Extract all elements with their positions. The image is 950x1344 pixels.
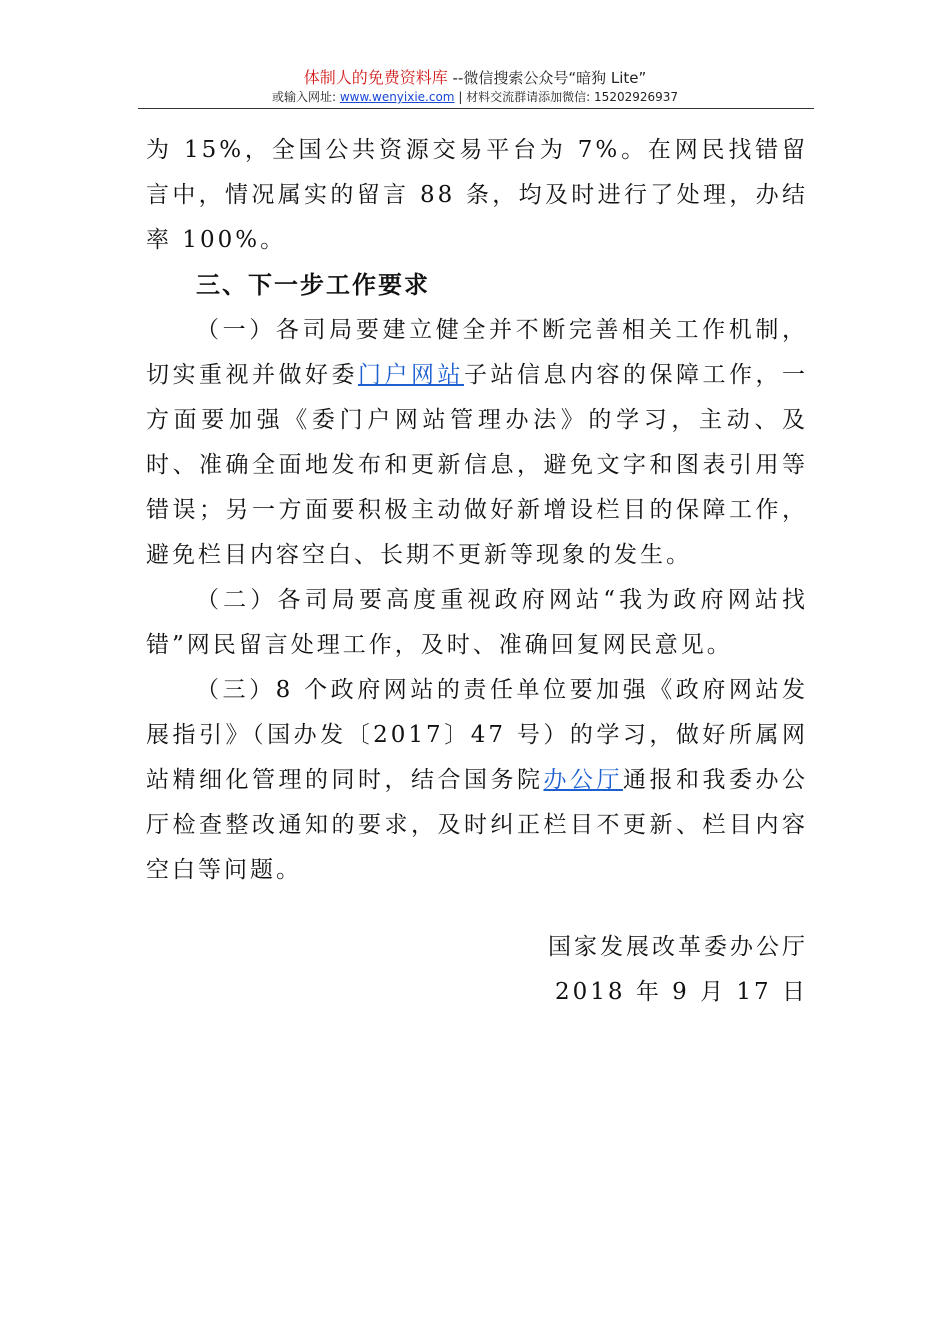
portal-website-link[interactable]: 门户网站: [358, 362, 464, 388]
paragraph-3: [146, 668, 808, 893]
brand-name: 体制人的免费资料库: [303, 68, 448, 87]
signature-block: [146, 925, 808, 1015]
website-link[interactable]: www.wenyixie.com: [339, 90, 455, 104]
header-title-line: [0, 68, 950, 88]
general-office-link[interactable]: 办公厅: [543, 767, 623, 793]
signature-date: 2018 年 9 月 17 日: [555, 979, 808, 1005]
document-body: [146, 128, 808, 1015]
paragraph-3-text-b: 通报和我委办公厅检查整改通知的要求，及时纠正栏目不更新、栏目内容空白等问题。: [146, 767, 808, 883]
paragraph-1: [146, 308, 808, 578]
url-prefix: 或输入网址:: [271, 90, 337, 104]
signature-org: 国家发展改革委办公厅: [548, 934, 808, 960]
section-heading: 三、下一步工作要求: [196, 271, 430, 299]
wechat-note: --微信搜索公众号“暗狗 Lite”: [452, 69, 647, 87]
paragraph-continued: 为 15%，全国公共资源交易平台为 7%。在网民找错留言中，情况属实的留言 88 条，均及时进行了处理，办结率 100%。: [146, 137, 808, 253]
paragraph-3-text-a: （三）8 个政府网站的责任单位要加强《政府网站发展指引》（国办发〔2017〕47 号）的学习，做好所属网站精细化管理的同时，结合国务院: [146, 677, 808, 793]
paragraph-1-text-b: 子站信息内容的保障工作，一方面要加强《委门户网站管理办法》的学习，主动、及时、准确全面地发布和更新信息，避免文字和图表引用等错误；另一方面要积极主动做好新增设栏目的保障工作，避免栏目内容空白、长期不更新等现象的发生。: [146, 362, 808, 568]
header-url-line: [0, 88, 950, 106]
paragraph-1-text-a: （一）各司局要建立健全并不断完善相关工作机制，切实重视并做好委: [146, 317, 808, 388]
header-divider: [138, 108, 814, 109]
paragraph-2: （二）各司局要高度重视政府网站“我为政府网站找错”网民留言处理工作，及时、准确回复网民意见。: [146, 587, 808, 658]
page-header: [0, 68, 950, 106]
contact-info: | 材料交流群请添加微信: 15202926937: [458, 90, 679, 104]
